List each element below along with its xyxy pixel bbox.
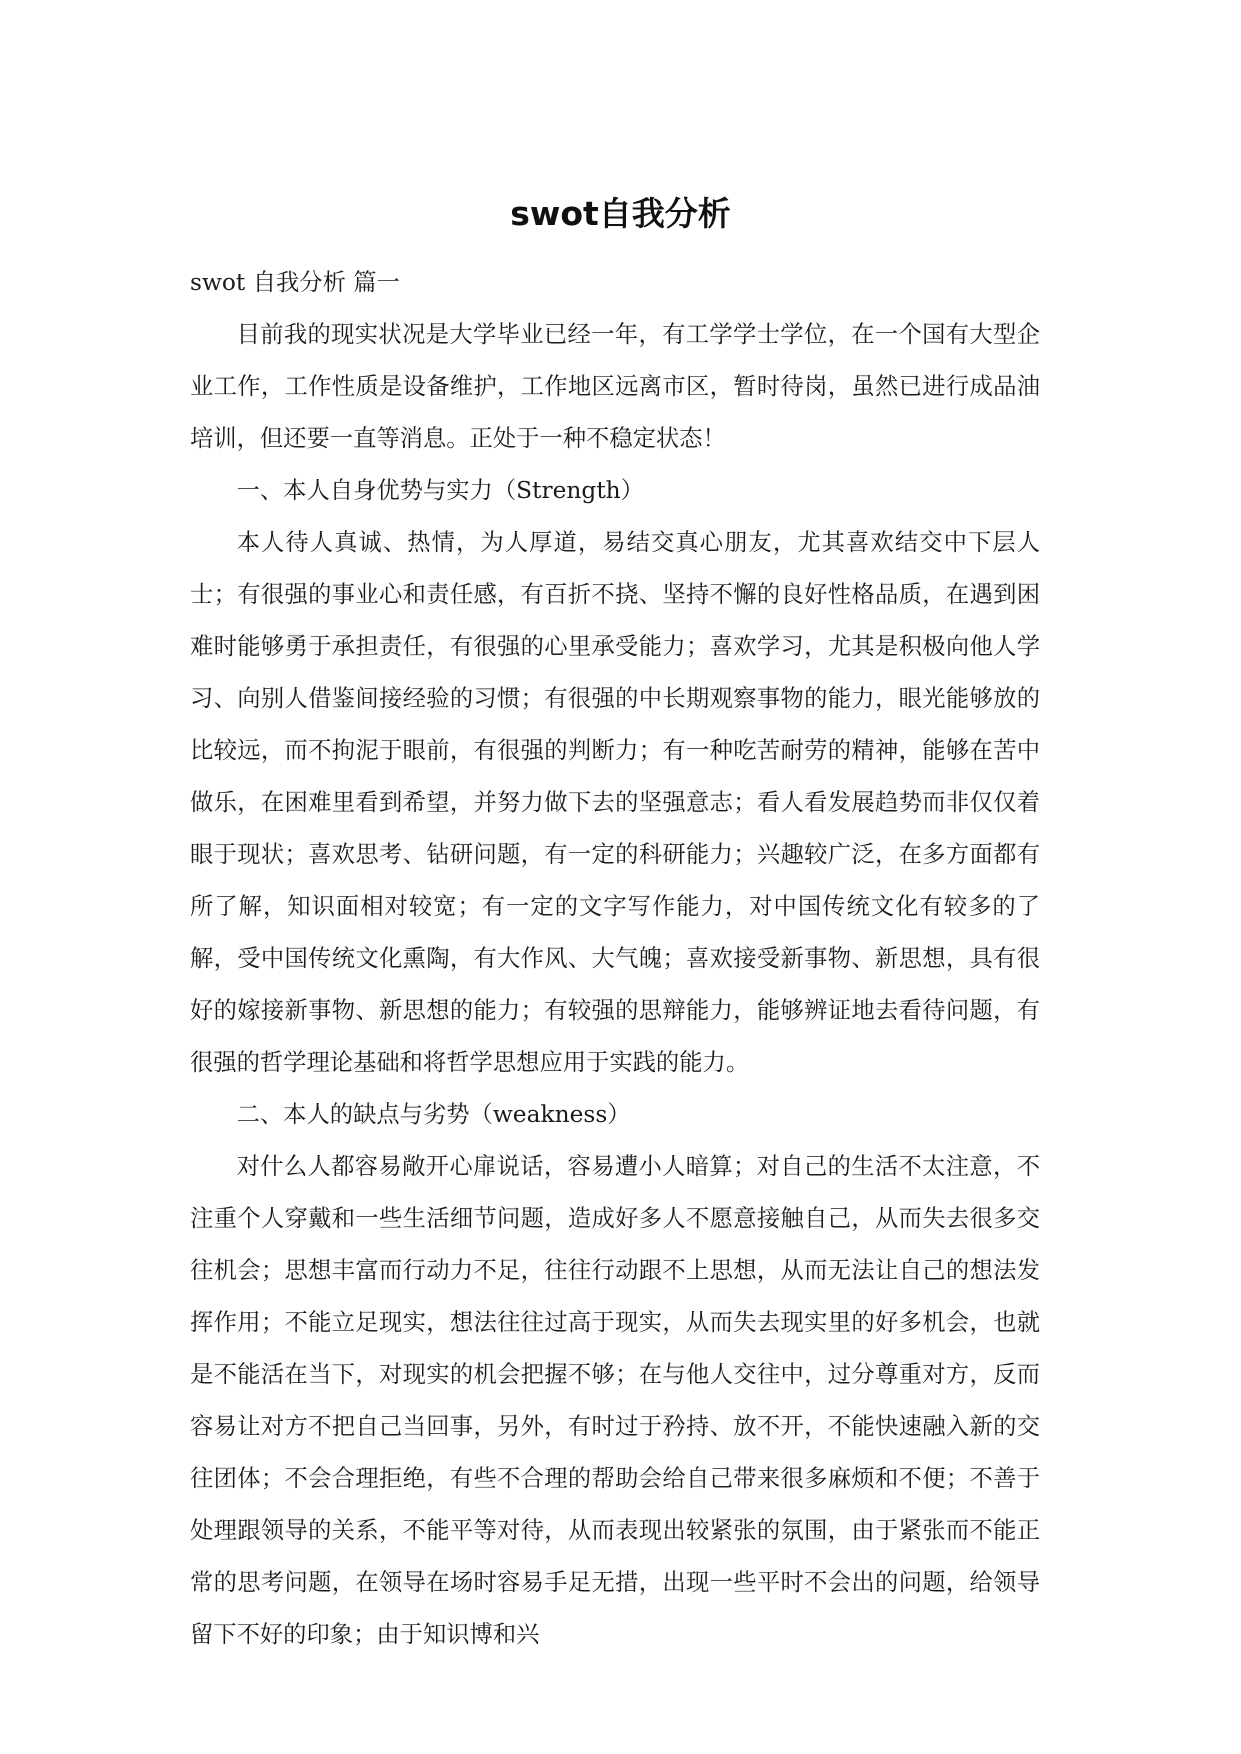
document-title: swot自我分析 bbox=[510, 194, 731, 233]
document-subtitle: swot 自我分析 篇一 bbox=[190, 269, 400, 296]
section-heading-weakness: 二、本人的缺点与劣势（weakness） bbox=[236, 1101, 631, 1128]
weakness-paragraph: 对什么人都容易敞开心扉说话，容易遭小人暗算；对自己的生活不太注意，不注重个人穿戴和一些生活细节问题，造成好多人不愿意接触自己，从而失去很多交往机会；思想丰富而行动力不足，往往行动跟不上思想，从而无法让自己的想法发挥作用；不能立足现实，想法往往过高于现实，从而失去现实里的好多机会，也就是不能活在当下，对现实的机会把握不够；在与他人交往中，过分尊重对方，反而容易让对方不把自己当回事，另外，有时过于矜持、放不开，不能快速融入新的交往团体；不会合理拒绝，有些不合理的帮助会给自己带来很多麻烦和不便；不善于处理跟领导的关系，不能平等对待，从而表现出较紧张的氛围，由于紧张而不能正常的思考问题，在领导在场时容易手足无措，出现一些平时不会出的问题，给领导留下不好的印象；由于知识博和兴 bbox=[190, 1153, 1040, 1648]
strength-paragraph: 本人待人真诚、热情，为人厚道，易结交真心朋友，尤其喜欢结交中下层人士；有很强的事业心和责任感，有百折不挠、坚持不懈的良好性格品质，在遇到困难时能够勇于承担责任，有很强的心里承受能力；喜欢学习，尤其是积极向他人学习、向别人借鉴间接经验的习惯；有很强的中长期观察事物的能力，眼光能够放的比较远，而不拘泥于眼前，有很强的判断力；有一种吃苦耐劳的精神，能够在苦中做乐，在困难里看到希望，并努力做下去的坚强意志；看人看发展趋势而非仅仅着眼于现状；喜欢思考、钻研问题，有一定的科研能力；兴趣较广泛，在多方面都有所了解，知识面相对较宽；有一定的文字写作能力，对中国传统文化有较多的了解，受中国传统文化熏陶，有大作风、大气魄；喜欢接受新事物、新思想，具有很好的嫁接新事物、新思想的能力；有较强的思辩能力，能够辨证地去看待问题，有很强的哲学理论基础和将哲学思想应用于实践的能力。 bbox=[190, 529, 1040, 1076]
section-heading-strength: 一、本人自身优势与实力（Strength） bbox=[236, 477, 644, 504]
document-body bbox=[190, 257, 1040, 1661]
intro-paragraph: 目前我的现实状况是大学毕业已经一年，有工学学士学位，在一个国有大型企业工作，工作性质是设备维护，工作地区远离市区，暂时待岗，虽然已进行成品油培训，但还要一直等消息。正处于一种不稳定状态！ bbox=[190, 321, 1040, 452]
